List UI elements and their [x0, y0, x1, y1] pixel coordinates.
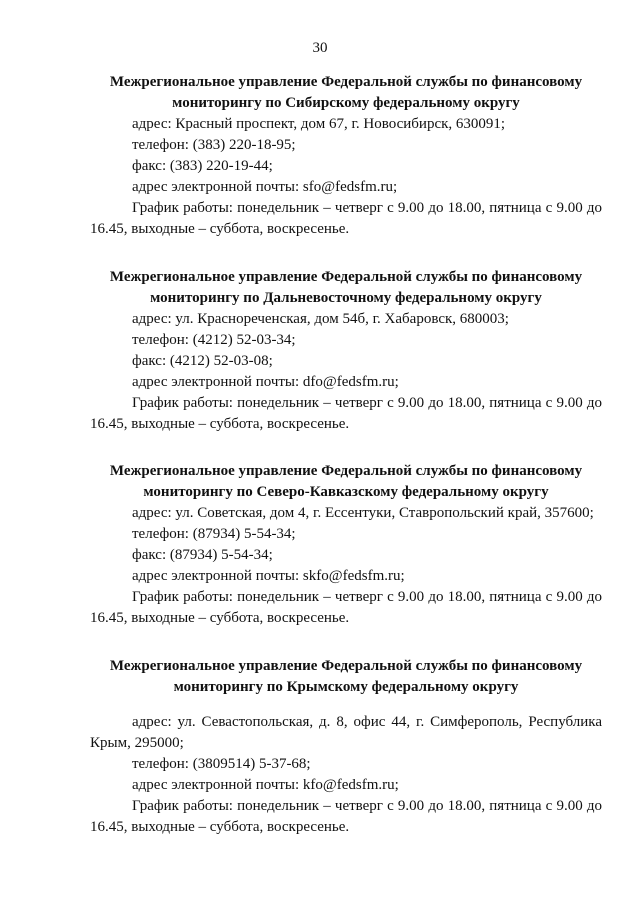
phone-line: телефон: (87934) 5-54-34;: [132, 526, 296, 542]
section-title-line: Межрегиональное управление Федеральной службы по финансовому: [109, 463, 583, 479]
office-section-far-eastern: [90, 267, 602, 435]
phone-line: телефон: (3809514) 5-37-68;: [132, 756, 311, 772]
section-title-line: Межрегиональное управление Федеральной службы по финансовому: [109, 658, 583, 674]
email-line: адрес электронной почты: skfo@fedsfm.ru;: [132, 568, 405, 584]
office-section-crimean: [90, 656, 602, 838]
section-title: [90, 267, 602, 309]
schedule-paragraph: График работы: понедельник – четверг с 9.00 до 18.00, пятница с 9.00 до 16.45, выходные – суббота, воскресенье.: [90, 589, 602, 626]
section-title: [90, 72, 602, 114]
fax-line: факс: (383) 220-19-44;: [132, 158, 273, 174]
section-title-line: мониторингу по Северо-Кавказскому федеральному округу: [143, 484, 549, 500]
address-line: адрес: Красный проспект, дом 67, г. Новосибирск, 630091;: [132, 116, 506, 132]
phone-line: телефон: (383) 220-18-95;: [132, 137, 296, 153]
section-title-line: Межрегиональное управление Федеральной службы по финансовому: [109, 74, 583, 90]
schedule-paragraph: График работы: понедельник – четверг с 9.00 до 18.00, пятница с 9.00 до 16.45, выходные – суббота, воскресенье.: [90, 200, 602, 237]
section-title-line: мониторингу по Крымскому федеральному округу: [173, 679, 519, 695]
email-line: адрес электронной почты: kfo@fedsfm.ru;: [132, 777, 399, 793]
address-paragraph: адрес: ул. Севастопольская, д. 8, офис 44, г. Симферополь, Республика Крым, 295000;: [90, 714, 602, 751]
section-title: [90, 656, 602, 698]
section-title-line: Межрегиональное управление Федеральной службы по финансовому: [109, 269, 583, 285]
section-title-line: мониторингу по Дальневосточному федеральному округу: [150, 290, 542, 306]
office-section-north-caucasian: [90, 461, 602, 629]
spacer: [90, 698, 602, 712]
phone-line: телефон: (4212) 52-03-34;: [132, 332, 296, 348]
schedule-paragraph: График работы: понедельник – четверг с 9.00 до 18.00, пятница с 9.00 до 16.45, выходные – суббота, воскресенье.: [90, 395, 602, 432]
section-title-line: мониторингу по Сибирскому федеральному округу: [172, 95, 520, 111]
address-line: адрес: ул. Краснореченская, дом 54б, г. Хабаровск, 680003;: [132, 311, 509, 327]
section-title: [90, 461, 602, 503]
fax-line: факс: (87934) 5-54-34;: [132, 547, 273, 563]
fax-line: факс: (4212) 52-03-08;: [132, 353, 273, 369]
page-number: 30: [312, 40, 328, 56]
schedule-paragraph: График работы: понедельник – четверг с 9.00 до 18.00, пятница с 9.00 до 16.45, выходные – суббота, воскресенье.: [90, 798, 602, 835]
email-line: адрес электронной почты: sfo@fedsfm.ru;: [132, 179, 398, 195]
office-section-siberian: [90, 72, 602, 240]
address-line: адрес: ул. Советская, дом 4, г. Ессентуки, Ставропольский край, 357600;: [132, 505, 594, 521]
email-line: адрес электронной почты: dfo@fedsfm.ru;: [132, 374, 399, 390]
